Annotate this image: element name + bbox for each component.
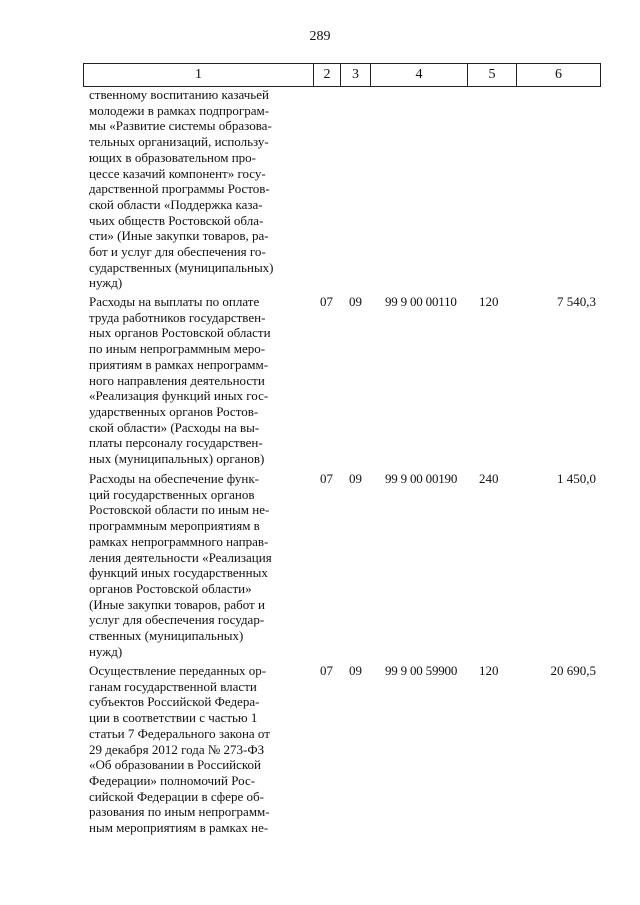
expense-type-code: 120 xyxy=(479,663,499,678)
description-line: нужд) xyxy=(89,643,123,659)
description-line: сти» (Иные закупки товаров, ра- xyxy=(89,228,269,244)
row-description xyxy=(89,663,307,836)
target-article-code: 99 9 00 00190 xyxy=(385,471,458,486)
description-line: функций иных государственных xyxy=(89,565,268,581)
description-line: (Иные закупки товаров, работ и xyxy=(89,596,265,612)
description-line: ской области» (Расходы на вы- xyxy=(89,419,260,435)
target-article-code: 99 9 00 00110 xyxy=(385,294,457,309)
description-line: рамках непрограммного направ- xyxy=(89,533,269,549)
amount-value: 20 690,5 xyxy=(550,663,596,678)
expense-type-code: 120 xyxy=(479,294,499,309)
column-header-6: 6 xyxy=(555,67,562,82)
column-header-4: 4 xyxy=(371,64,468,86)
description-line: Ростовской области по иным не- xyxy=(89,502,270,518)
description-line: ных (муниципальных) органов) xyxy=(89,451,265,467)
description-line: по иным непрограммным меро- xyxy=(89,341,266,357)
column-header-1: 1 xyxy=(84,64,314,86)
description-line: нужд) xyxy=(89,275,123,291)
amount-value: 1 450,0 xyxy=(557,471,596,486)
row-description xyxy=(89,87,307,291)
section-code: 07 xyxy=(320,294,333,309)
description-line: ных органов Ростовской области xyxy=(89,325,271,341)
description-line: 29 декабря 2012 года № 273-ФЗ xyxy=(89,741,265,757)
row-description xyxy=(89,294,307,467)
description-line: программным мероприятиям в xyxy=(89,518,260,534)
section-code: 07 xyxy=(320,663,333,678)
description-line: чьих обществ Ростовской обла- xyxy=(89,212,264,228)
description-line: ской области «Поддержка каза- xyxy=(89,196,263,212)
description-line: ющих в образовательном про- xyxy=(89,149,257,165)
description-line: органов Ростовской области» xyxy=(89,580,252,596)
description-line: мы «Развитие системы образова- xyxy=(89,118,272,134)
subsection-code: 09 xyxy=(349,471,362,486)
description-line: статьи 7 Федерального закона от xyxy=(89,725,270,741)
description-line: Федерации» полномочий Рос- xyxy=(89,772,256,788)
column-header-2: 2 xyxy=(314,64,341,86)
table-header-row xyxy=(83,63,601,87)
subsection-code: 09 xyxy=(349,294,362,309)
description-line: субъектов Российской Федера- xyxy=(89,694,260,710)
description-line: приятиям в рамках непрограмм- xyxy=(89,356,269,372)
description-line: тельных организаций, использу- xyxy=(89,134,269,150)
description-line: ций государственных органов xyxy=(89,486,255,502)
amount-value: 7 540,3 xyxy=(557,294,596,309)
description-line: Расходы на выплаты по оплате xyxy=(89,294,260,309)
description-line: ственных (муниципальных) xyxy=(89,628,244,644)
description-line: ганам государственной власти xyxy=(89,678,257,694)
description-line: Расходы на обеспечение функ- xyxy=(89,471,259,486)
description-line: Осуществление переданных ор- xyxy=(89,663,267,678)
description-line: ударственных органов Ростов- xyxy=(89,403,259,419)
section-code: 07 xyxy=(320,471,333,486)
description-line: цессе казачий компонент» госу- xyxy=(89,165,266,181)
description-line: ственному воспитанию казачьей xyxy=(89,87,269,102)
description-line: ным мероприятиям в рамках не- xyxy=(89,820,269,836)
description-line: бот и услуг для обеспечения го- xyxy=(89,244,266,260)
expense-type-code: 240 xyxy=(479,471,499,486)
subsection-code: 09 xyxy=(349,663,362,678)
target-article-code: 99 9 00 59900 xyxy=(385,663,458,678)
column-header-3: 3 xyxy=(341,64,371,86)
description-line: «Об образовании в Российской xyxy=(89,757,262,773)
description-line: ного направления деятельности xyxy=(89,372,265,388)
page-number: 289 xyxy=(309,29,331,44)
column-header-5: 5 xyxy=(468,64,517,86)
description-line: труда работников государствен- xyxy=(89,309,266,325)
description-line: дарственной программы Ростов- xyxy=(89,181,270,197)
description-line: ции в соответствии с частью 1 xyxy=(89,710,258,726)
description-line: сударственных (муниципальных) xyxy=(89,259,274,275)
description-line: сийской Федерации в сфере об- xyxy=(89,788,264,804)
description-line: услуг для обеспечения государ- xyxy=(89,612,265,628)
description-line: молодежи в рамках подпрограм- xyxy=(89,102,270,118)
description-line: ления деятельности «Реализация xyxy=(89,549,272,565)
description-line: платы персоналу государствен- xyxy=(89,435,263,451)
description-line: «Реализация функций иных гос- xyxy=(89,388,269,404)
row-description xyxy=(89,471,307,659)
description-line: разования по иным непрограмм- xyxy=(89,804,270,820)
